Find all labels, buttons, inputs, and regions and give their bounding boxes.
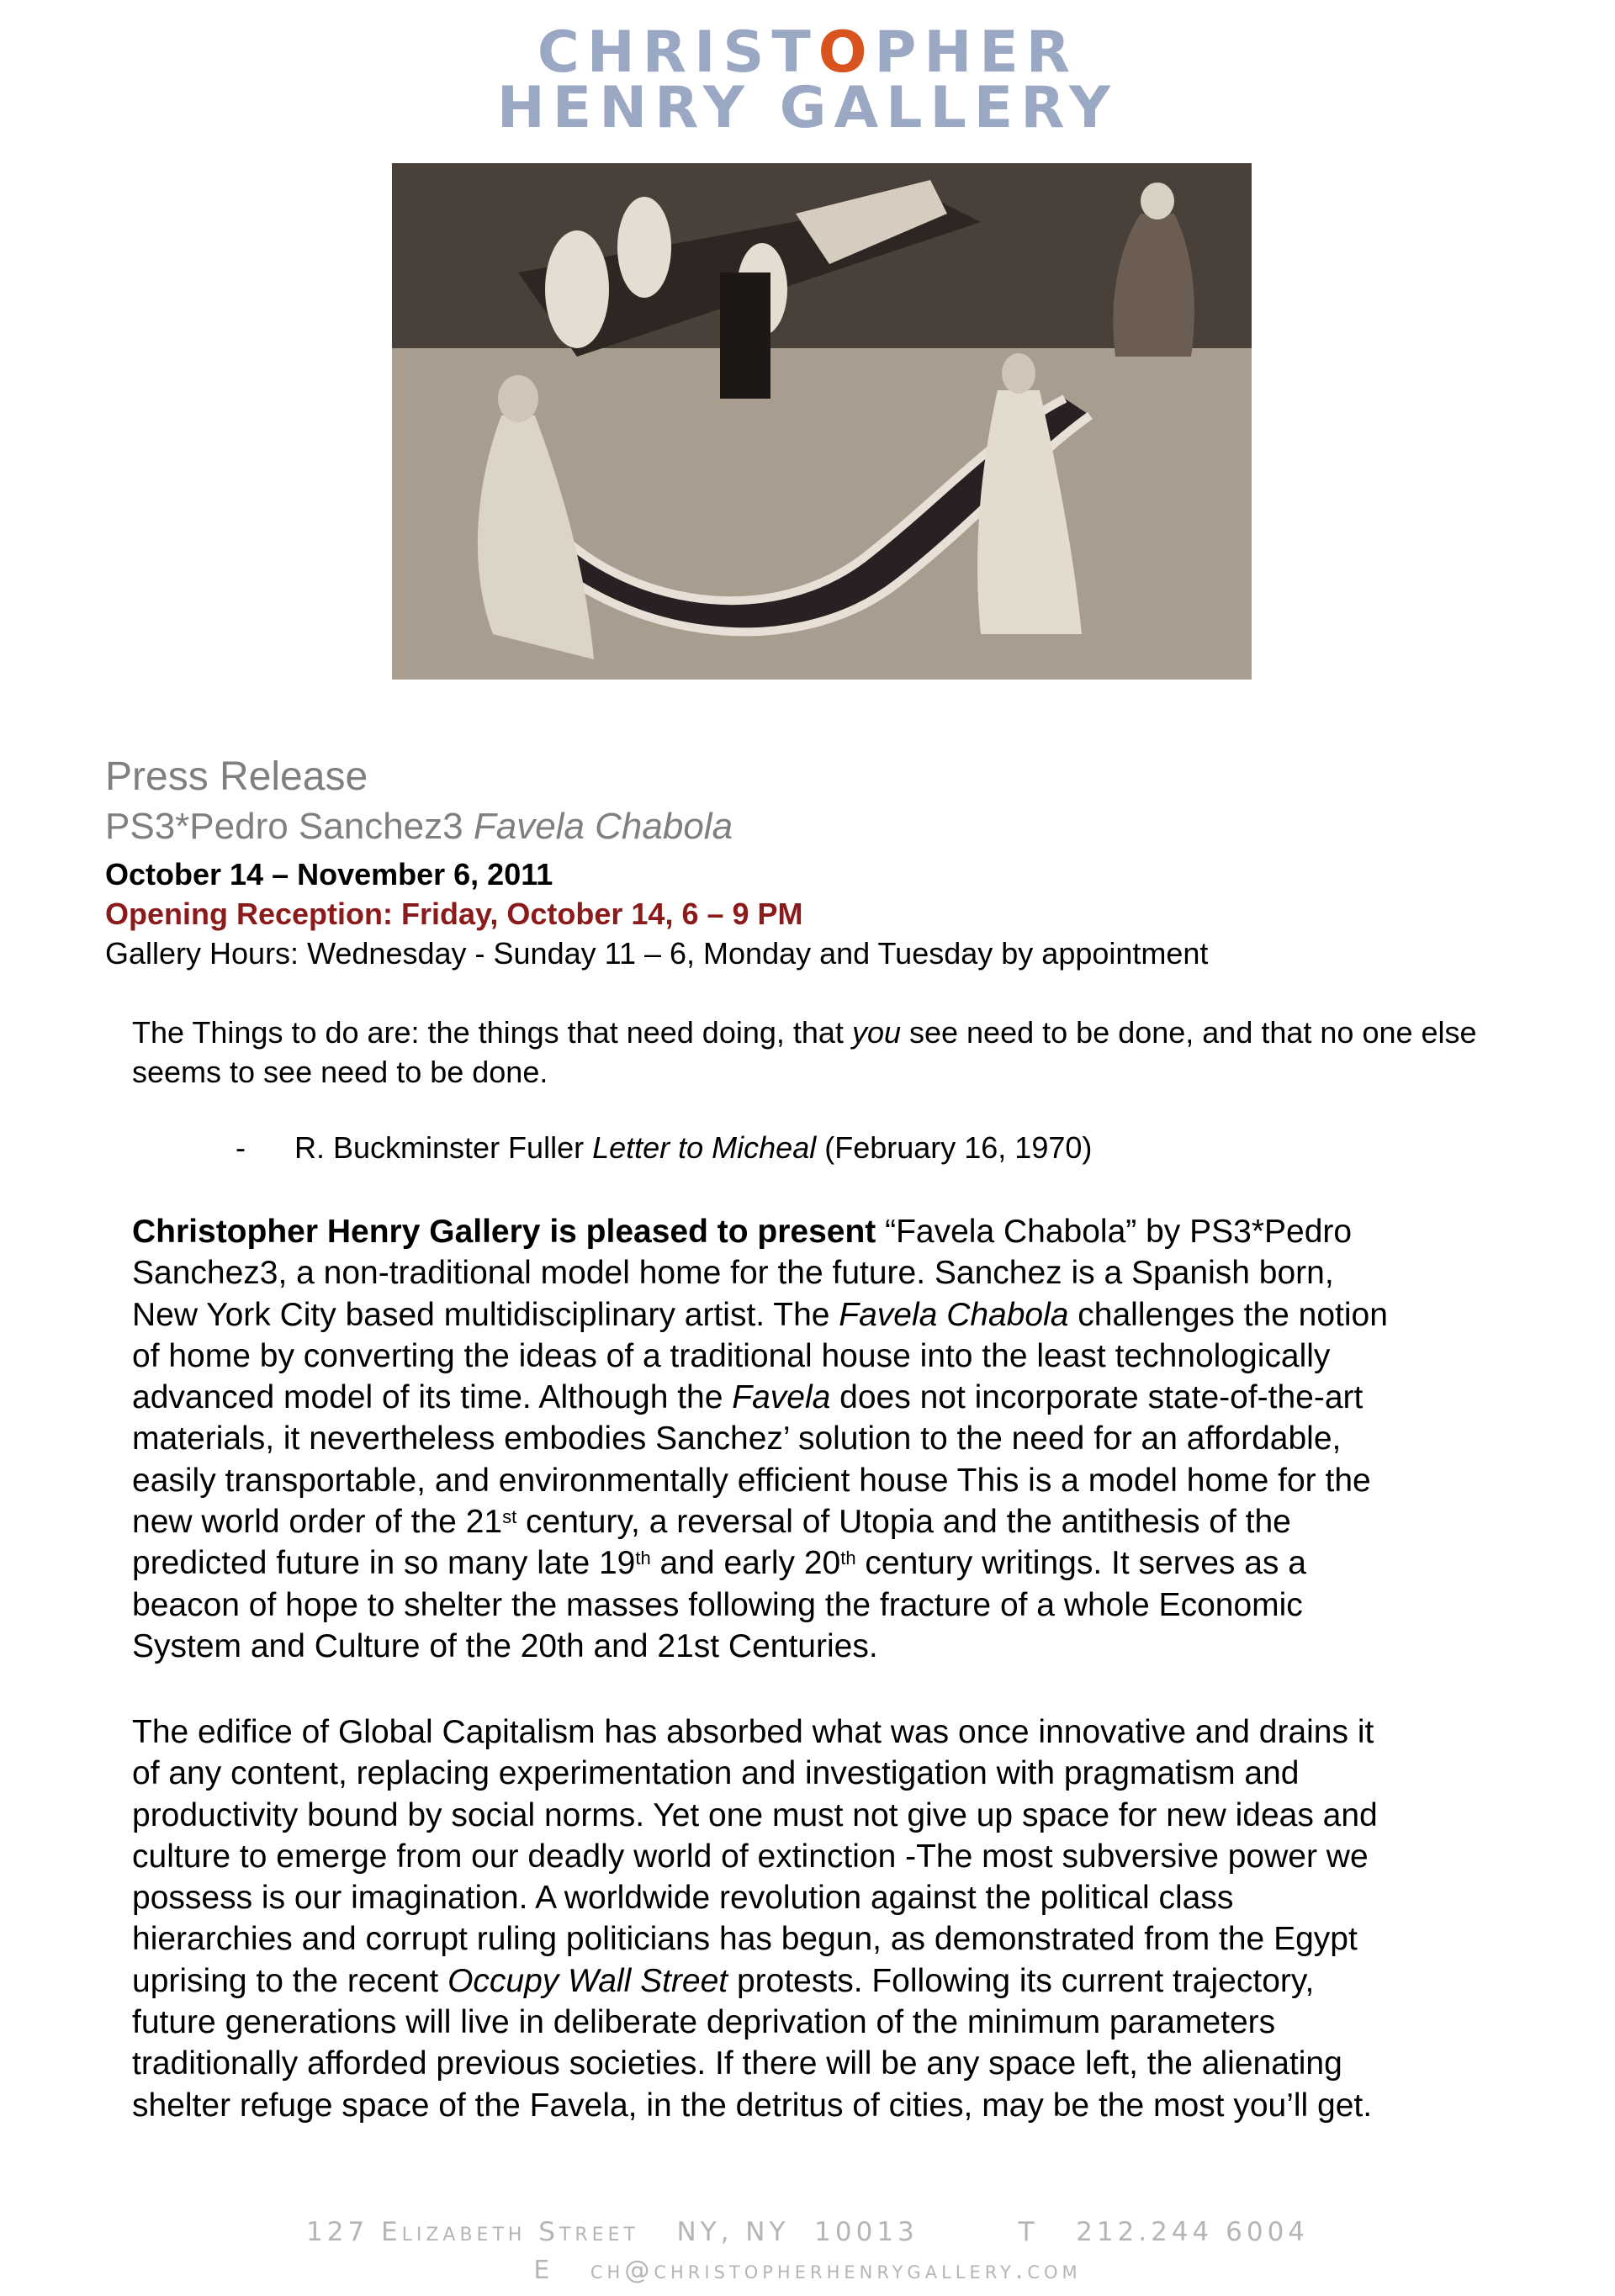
- footer-email[interactable]: E ch@christopherhenrygallery.com: [533, 2256, 1082, 2285]
- paragraph-line: beacon of hope to shelter the masses following the fracture of a whole Economic: [132, 1586, 1303, 1623]
- line-text: “Favela Chabola” by PS3*Pedro: [876, 1214, 1353, 1250]
- paragraph-line: culture to emerge from our deadly world of extinction -The most subversive power we: [132, 1838, 1369, 1875]
- logo-line-2: HENRY GALLERY: [496, 75, 1119, 141]
- epigraph-quote: [132, 1013, 1528, 1092]
- attribution-text: [294, 1130, 1092, 1166]
- paragraph-line: of home by converting the ideas of a traditional house into the least technologically: [132, 1337, 1331, 1374]
- paragraph-line: traditionally afforded previous societies. If there will be any space left, the alienating: [132, 2045, 1342, 2082]
- line-text: protests. Following its current trajectory,: [728, 1962, 1315, 1999]
- logo-accent-letter: O: [818, 19, 875, 86]
- quote-text-2: see need to be done, and that no one else seems to see need to be done.: [132, 1015, 1477, 1089]
- line-text: New York City based multidisciplinary artist. The: [132, 1296, 839, 1333]
- footer-address: 127 Elizabeth Street NY, NY 10013 T 212.244 6004: [305, 2217, 1310, 2247]
- body-paragraph-1: [132, 1211, 1537, 1667]
- opening-reception: Opening Reception: Friday, October 14, 6 – 9 PM: [105, 897, 803, 931]
- paragraph-line: System and Culture of the 20th and 21st Centuries.: [132, 1627, 878, 1664]
- line-text: challenges the notion: [1068, 1296, 1388, 1333]
- paragraph-line: hierarchies and corrupt ruling politicians has begun, as demonstrated from the Egypt: [132, 1921, 1358, 1958]
- ordinal-superscript: th: [635, 1547, 651, 1569]
- line-text: and early 20: [650, 1545, 841, 1582]
- paragraph-line: [132, 1501, 1537, 1542]
- paragraph-line: shelter refuge space of the Favela, in the detritus of cities, may be the most you’ll get.: [132, 2087, 1373, 2124]
- paragraph-line: Sanchez3, a non-traditional model home for the future. Sanchez is a Spanish born,: [132, 1255, 1334, 1292]
- artist-name: PS3*Pedro Sanchez3: [105, 806, 474, 847]
- italic-title: Favela Chabola: [839, 1296, 1069, 1333]
- paragraph-line: [132, 1377, 1537, 1418]
- paragraph-line: materials, it nevertheless embodies Sanchez’ solution to the need for an affordable,: [132, 1420, 1342, 1457]
- paragraph-line: [132, 1294, 1537, 1336]
- logo-line-1: [0, 19, 1615, 86]
- coronation-photo: [392, 163, 1252, 680]
- gallery-hours: Gallery Hours: Wednesday - Sunday 11 – 6, Monday and Tuesday by appointment: [105, 936, 1209, 971]
- paragraph-line: The edifice of Global Capitalism has absorbed what was once innovative and drains it: [132, 1714, 1374, 1750]
- paragraph-line: [132, 1542, 1537, 1584]
- press-release-heading: Press Release: [105, 754, 368, 799]
- ordinal-superscript: th: [840, 1547, 856, 1569]
- paragraph-line: productivity bound by social norms. Yet one must not give up space for new ideas and: [132, 1796, 1378, 1833]
- paragraph-line: [132, 1960, 1537, 2002]
- lead-in-bold: Christopher Henry Gallery is pleased to present: [132, 1214, 876, 1250]
- quote-work: Letter to Micheal: [592, 1130, 817, 1165]
- line-text: predicted future in so many late 19: [132, 1545, 636, 1582]
- paragraph-line: [132, 1211, 1537, 1252]
- show-title: Favela Chabola: [473, 806, 733, 847]
- quote-author: R. Buckminster Fuller: [294, 1130, 593, 1165]
- paragraph-line: of any content, replacing experimentation and investigation with pragmatism and: [132, 1755, 1300, 1792]
- body-paragraph-2: [132, 1711, 1537, 2126]
- quote-date: (February 16, 1970): [816, 1130, 1093, 1165]
- line-text: does not incorporate state-of-the-art: [830, 1379, 1363, 1416]
- paragraph-line: easily transportable, and environmentally efficient house This is a model home for the: [132, 1462, 1371, 1499]
- paragraph-line: possess is our imagination. A worldwide revolution against the political class: [132, 1880, 1234, 1917]
- line-text: century writings. It serves as a: [855, 1545, 1306, 1582]
- photo-illustration: [392, 163, 1252, 680]
- italic-title: Favela: [732, 1379, 831, 1416]
- line-text: advanced model of its time. Although the: [132, 1379, 733, 1416]
- logo-text-a: CHRIST: [537, 19, 818, 86]
- exhibition-title: [105, 806, 733, 848]
- line-text: new world order of the 21: [132, 1504, 503, 1541]
- italic-title: Occupy Wall Street: [447, 1962, 728, 1999]
- ordinal-superscript: st: [502, 1506, 517, 1528]
- attribution-dash: -: [236, 1130, 246, 1165]
- gallery-logo: [0, 19, 1615, 141]
- exhibition-dates: October 14 – November 6, 2011: [105, 857, 553, 891]
- logo-text-b: PHER: [874, 19, 1078, 86]
- paragraph-line: future generations will live in deliberate deprivation of the minimum parameters: [132, 2004, 1276, 2041]
- quote-emphasis: you: [851, 1015, 901, 1050]
- line-text: century, a reversal of Utopia and the antithesis of the: [516, 1504, 1291, 1541]
- quote-text-1: The Things to do are: the things that need doing, that: [132, 1015, 852, 1050]
- line-text: uprising to the recent: [132, 1962, 448, 1999]
